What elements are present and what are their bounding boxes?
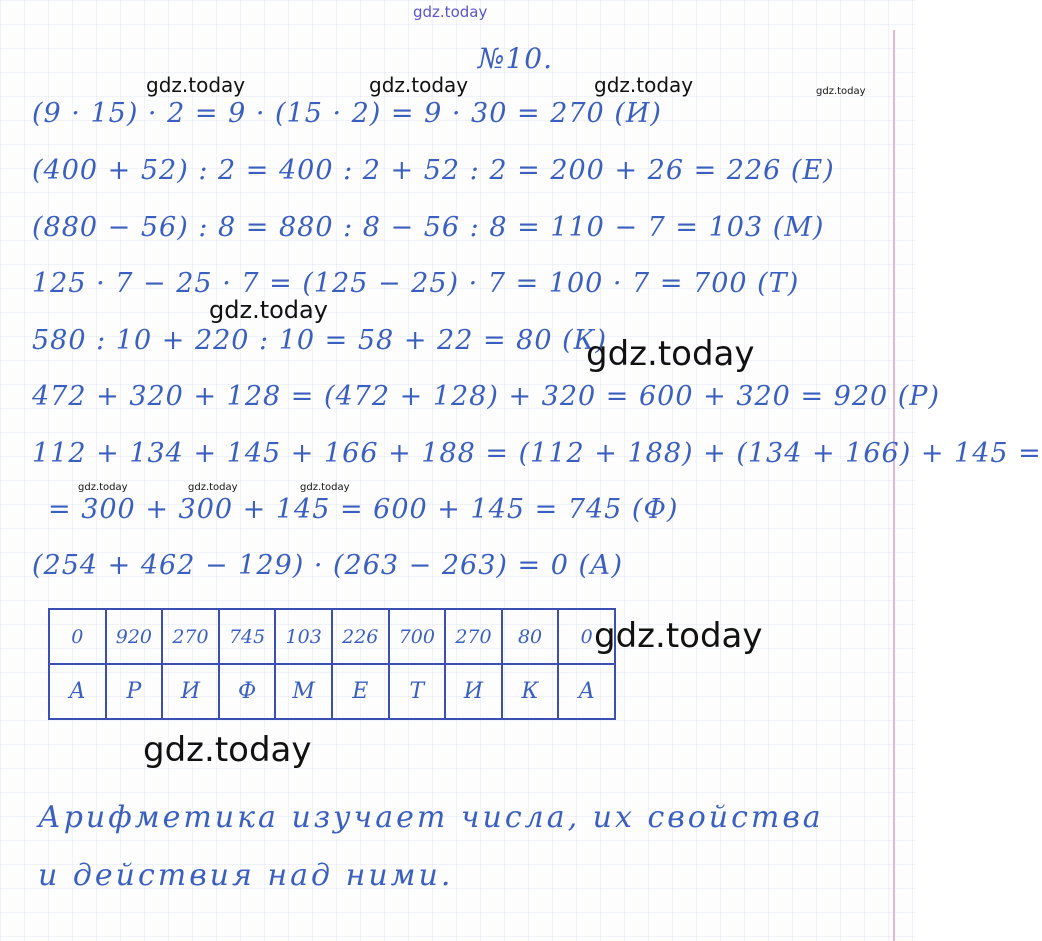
- number-cell: 920: [106, 609, 163, 664]
- number-cell: 745: [219, 609, 276, 664]
- solution-line-8: = 300 + 300 + 145 = 600 + 145 = 745 (Ф): [48, 494, 679, 525]
- letter-cell: И: [162, 664, 219, 719]
- conclusion-line-2: и действия над ними.: [38, 858, 454, 893]
- letter-cell: К: [502, 664, 559, 719]
- letter-cell: И: [445, 664, 502, 719]
- solution-line-9: (254 + 462 − 129) · (263 − 263) = 0 (А): [32, 550, 623, 581]
- solution-line-3: (880 − 56) : 8 = 880 : 8 − 56 : 8 = 110 − 7 = 103 (М): [32, 212, 825, 243]
- solution-line-6: 472 + 320 + 128 = (472 + 128) + 320 = 600 + 320 = 920 (Р): [32, 381, 941, 412]
- number-cell: 0: [558, 609, 615, 664]
- watermark-top: gdz.today: [413, 3, 488, 21]
- watermark: gdz.today: [586, 334, 755, 374]
- solution-line-4: 125 · 7 − 25 · 7 = (125 − 25) · 7 = 100 · 7 = 700 (Т): [32, 268, 800, 299]
- letter-cell: Е: [332, 664, 389, 719]
- number-cell: 0: [49, 609, 106, 664]
- watermark: gdz.today: [594, 616, 763, 656]
- letter-cell: М: [275, 664, 332, 719]
- watermark: gdz.today: [143, 730, 312, 770]
- watermark: gdz.today: [594, 73, 694, 97]
- letter-cell: Ф: [219, 664, 276, 719]
- solution-line-7: 112 + 134 + 145 + 166 + 188 = (112 + 188) + (134 + 166) + 145 =: [32, 438, 1042, 469]
- conclusion-line-1: Арифметика изучает числа, их свойства: [38, 800, 824, 835]
- letter-cell: А: [558, 664, 615, 719]
- number-cell: 270: [162, 609, 219, 664]
- letter-cell: Р: [106, 664, 163, 719]
- margin-line: [893, 30, 895, 941]
- watermark: gdz.today: [209, 296, 328, 324]
- letter-cell: А: [49, 664, 106, 719]
- solution-line-1: (9 · 15) · 2 = 9 · (15 · 2) = 9 · 30 = 270 (И): [32, 98, 662, 129]
- answer-table: [48, 608, 616, 720]
- solution-line-5: 580 : 10 + 220 : 10 = 58 + 22 = 80 (К): [32, 325, 608, 356]
- number-cell: 103: [275, 609, 332, 664]
- letter-cell: Т: [389, 664, 446, 719]
- number-cell: 226: [332, 609, 389, 664]
- number-cell: 700: [389, 609, 446, 664]
- task-number: №10.: [478, 42, 554, 75]
- solution-line-2: (400 + 52) : 2 = 400 : 2 + 52 : 2 = 200 + 26 = 226 (Е): [32, 155, 835, 186]
- watermark: gdz.today: [78, 482, 128, 493]
- watermark: gdz.today: [146, 73, 246, 97]
- table-row: [49, 664, 615, 719]
- number-cell: 80: [502, 609, 559, 664]
- number-cell: 270: [445, 609, 502, 664]
- watermark: gdz.today: [816, 86, 866, 97]
- watermark: gdz.today: [188, 482, 238, 493]
- watermark: gdz.today: [369, 73, 469, 97]
- table-row: [49, 609, 615, 664]
- watermark: gdz.today: [300, 482, 350, 493]
